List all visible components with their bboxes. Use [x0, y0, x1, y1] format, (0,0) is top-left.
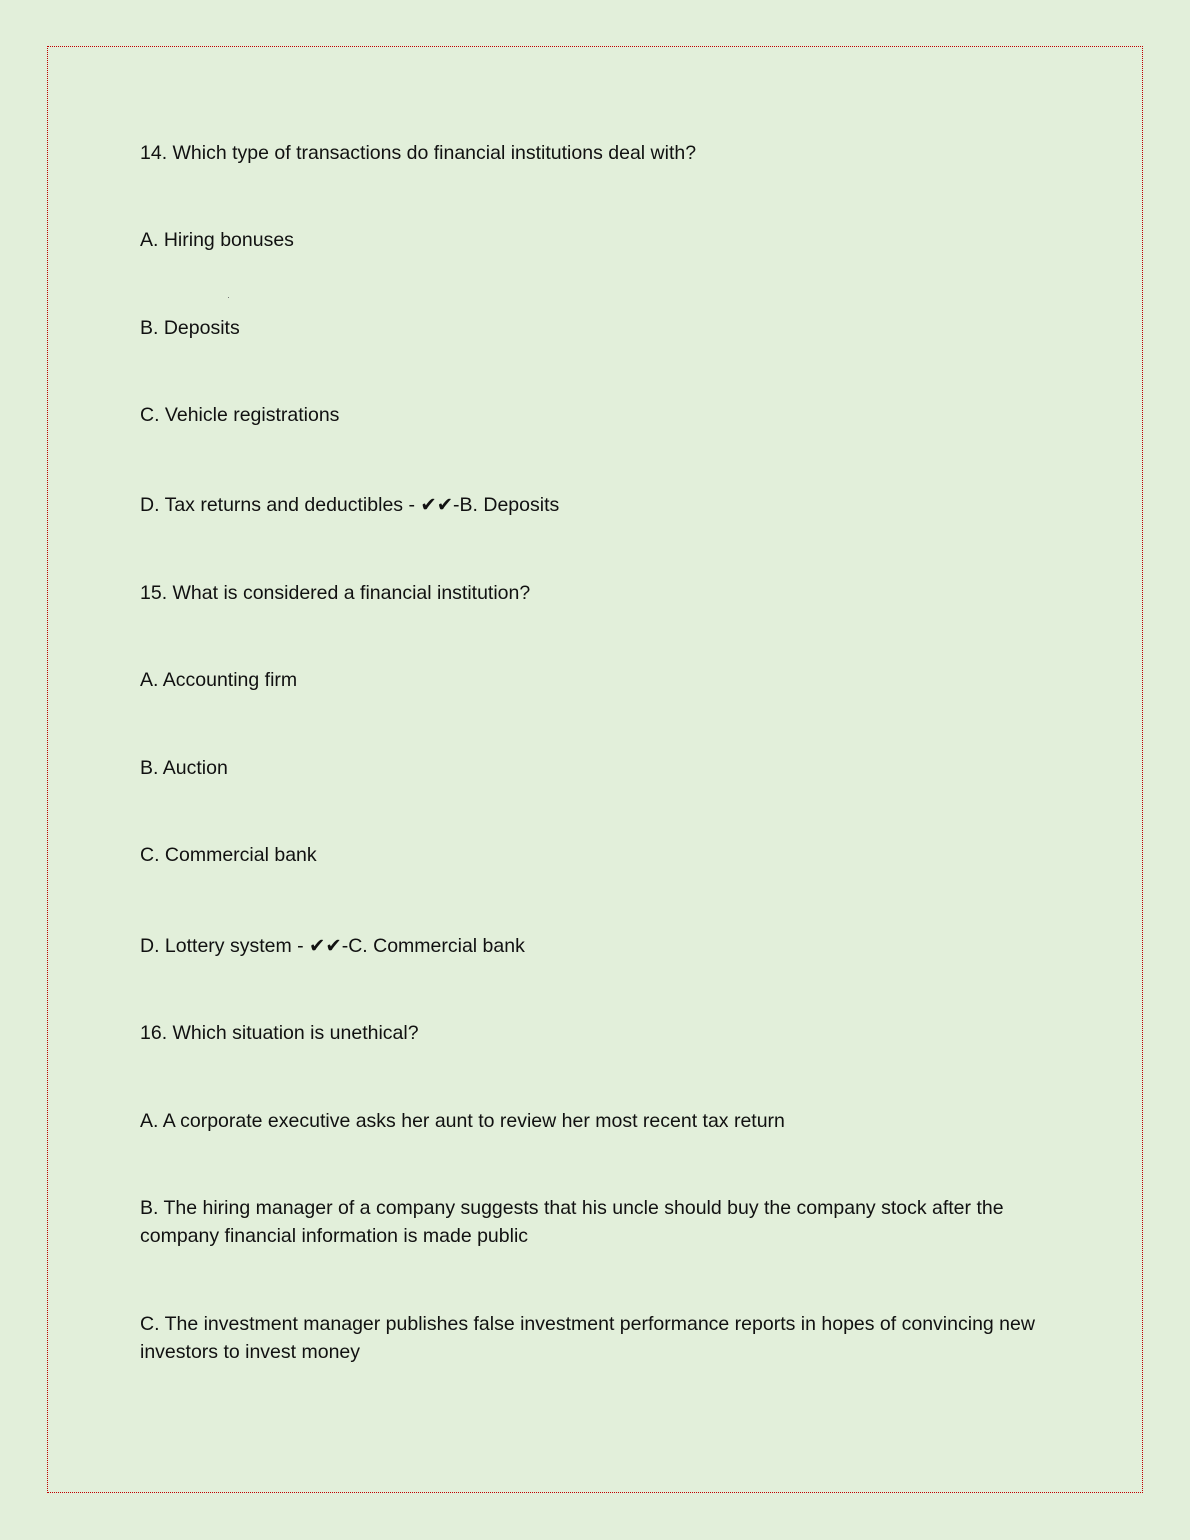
question-15: 15. What is considered a financial institution? [140, 582, 531, 604]
option-15-c: C. Commercial bank [140, 844, 317, 866]
option-15-d-answer: D. Lottery system - ✔✔-C. Commercial bank [140, 935, 525, 957]
option-15-a: A. Accounting firm [140, 669, 298, 691]
question-16: 16. Which situation is unethical? [140, 1022, 419, 1044]
option-16-b: B. The hiring manager of a company suggests that his uncle should buy the company stock after the company financial information is made public [140, 1197, 1004, 1247]
option-16-a: A. A corporate executive asks her aunt to review her most recent tax return [140, 1110, 785, 1132]
option-14-c: C. Vehicle registrations [140, 404, 340, 426]
option-16-c: C. The investment manager publishes false investment performance reports in hopes of convincing new investors to invest money [140, 1313, 1035, 1363]
question-14: 14. Which type of transactions do financial institutions deal with? [140, 142, 697, 164]
option-14-d-answer: D. Tax returns and deductibles - ✔✔-B. Deposits [140, 494, 560, 516]
option-15-b: B. Auction [140, 757, 228, 779]
stray-mark [228, 297, 229, 298]
option-14-a: A. Hiring bonuses [140, 229, 294, 251]
option-14-b: B. Deposits [140, 317, 240, 339]
